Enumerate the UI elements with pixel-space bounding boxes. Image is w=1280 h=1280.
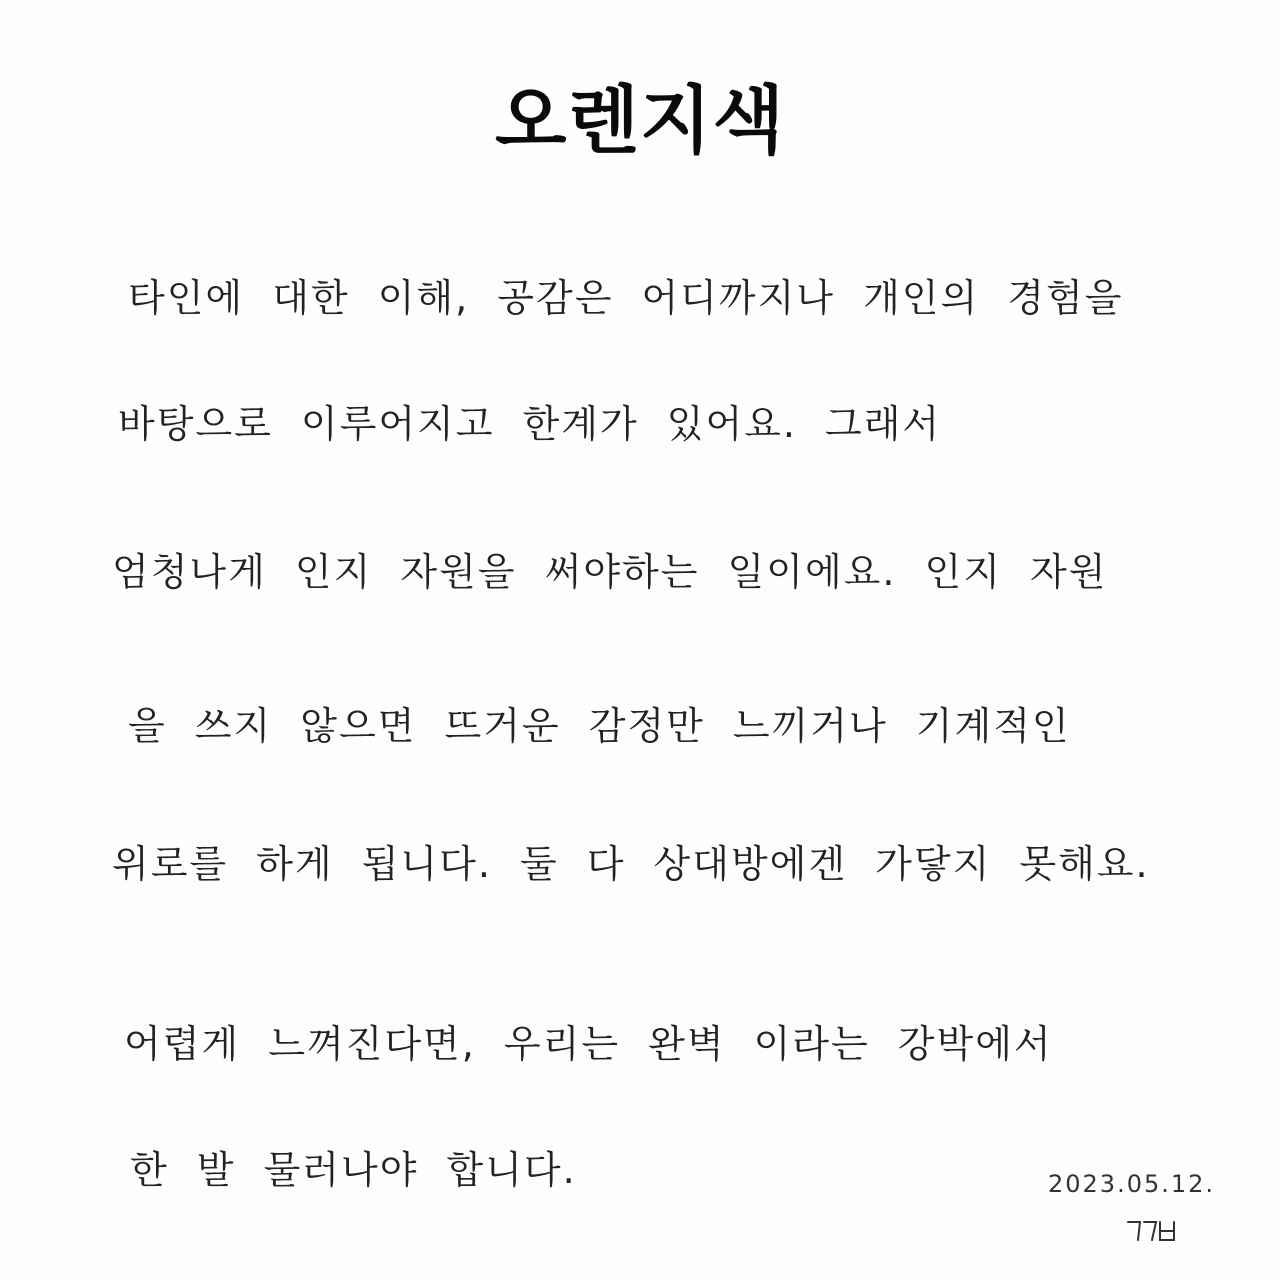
text-line-2: 바탕으로 이루어지고 한계가 있어요. 그래서 [118, 402, 942, 446]
text-line-1: 타인에 대한 이해, 공감은 어디까지나 개인의 경험을 [128, 276, 1124, 320]
page-title: 오렌지색 [495, 78, 785, 164]
text-line-5: 위로를 하게 됩니다. 둘 다 상대방에겐 가닿지 못해요. [112, 842, 1150, 886]
text-line-7: 한 발 물러나야 합니다. [130, 1148, 577, 1192]
text-line-3: 엄청나게 인지 자원을 써야하는 일이에요. 인지 자원 [112, 550, 1108, 594]
text-line-4: 을 쓰지 않으면 뜨거운 감정만 느끼거나 기계적인 [128, 704, 1071, 748]
date-stamp: 2023.05.12. [1048, 1170, 1216, 1198]
handwritten-signature [1124, 1214, 1180, 1246]
text-line-6: 어렵게 느껴진다면, 우리는 완벽 이라는 강박에서 [124, 1022, 1053, 1066]
